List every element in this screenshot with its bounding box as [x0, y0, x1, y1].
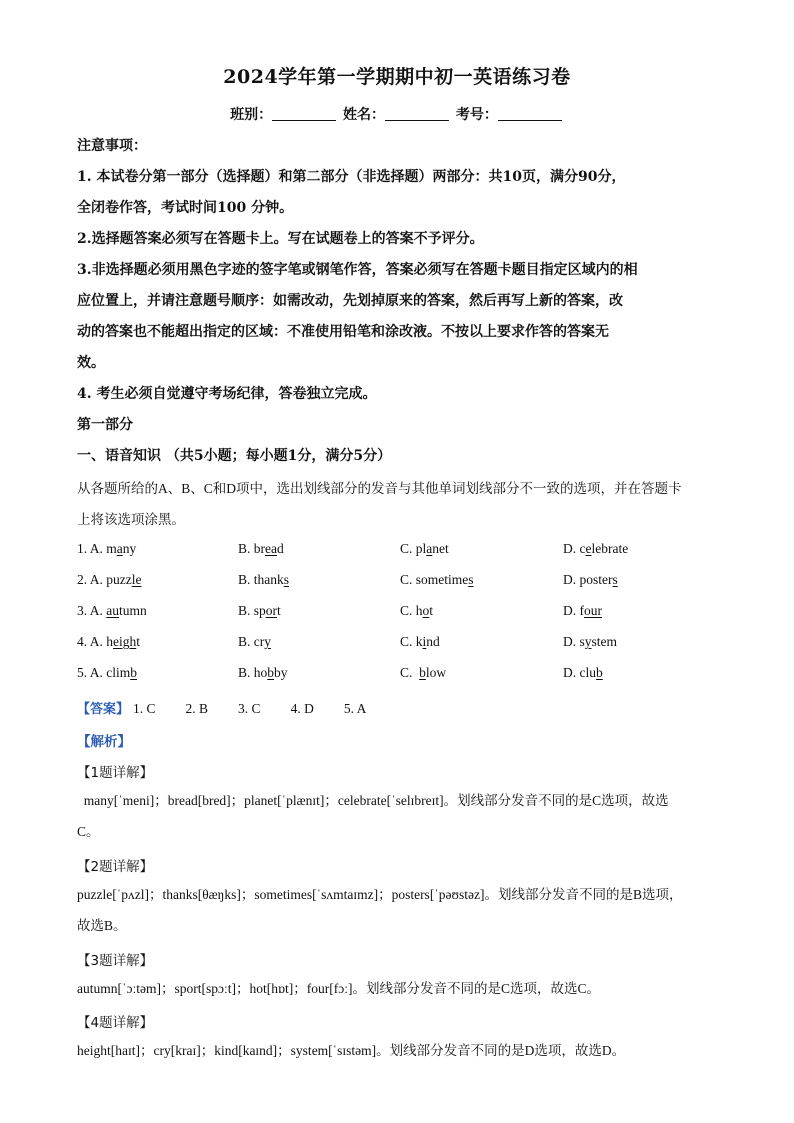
option: D. club — [563, 665, 603, 680]
name-blank — [385, 106, 449, 121]
option: C. blow — [400, 665, 447, 680]
question-row-2 — [77, 572, 727, 592]
detail-text: autumn[ˈɔːtəm]；sport[spɔːt]；hot[hɒt]；four[fɔː]。划线部分发音不同的是C选项，故选C。 — [77, 981, 600, 996]
detail-heading: 【3题详解】 — [77, 953, 154, 969]
notice-line: 1. 本试卷分第一部分（选择题）和第二部分（非选择题）两部分：共10页，满分90分， — [77, 169, 626, 185]
option: C. sometimes — [400, 572, 474, 587]
detail-heading: 【1题详解】 — [77, 765, 154, 781]
option: 3. A. autumn — [77, 603, 147, 618]
class-blank — [272, 106, 336, 121]
question-row-3 — [77, 603, 727, 623]
option: 5. A. climb — [77, 665, 137, 680]
notice-line: 4. 考生必须自觉遵守考场纪律，答卷独立完成。 — [77, 386, 377, 402]
detail-heading: 【4题详解】 — [77, 1015, 154, 1031]
part-heading: 第一部分 — [77, 417, 133, 433]
notice-line: 效。 — [77, 355, 105, 371]
detail-text: puzzle[ˈpʌzl]；thanks[θæŋks]；sometimes[ˈsʌmtaɪmz]；posters[ˈpəʊstəz]。划线部分发音不同的是B选项， 故选B。 — [77, 887, 683, 933]
option: B. hobby — [238, 665, 288, 680]
question-row-4 — [77, 634, 727, 654]
option: B. bread — [238, 541, 284, 556]
option: 4. A. height — [77, 634, 141, 649]
option: D. four — [563, 603, 602, 618]
notice-line: 2.选择题答案必须写在答题卡上。写在试题卷上的答案不予评分。 — [77, 231, 484, 247]
option: D. system — [563, 634, 618, 649]
section-instruction: 从各题所给的A、B、C和D项中，选出划线部分的发音与其他单词划线部分不一致的选项，并在答题卡 — [77, 481, 682, 496]
option: 1. A. many — [77, 541, 137, 556]
option: B. thanks — [238, 572, 290, 587]
notice-line: 应位置上，并请注意题号顺序：如需改动，先划掉原来的答案，然后再写上新的答案，改 — [77, 293, 623, 309]
student-info-fields — [0, 104, 794, 124]
option: C. hot — [400, 603, 434, 618]
option: D. posters — [563, 572, 618, 587]
notice-line: 动的答案也不能超出指定的区域：不准使用铅笔和涂改液。不按以上要求作答的答案无 — [77, 324, 609, 340]
answer-item: 1. C — [133, 701, 156, 716]
number-label: 考号： — [455, 107, 498, 123]
answer-item: 4. D — [290, 701, 314, 716]
answer-item: 5. A — [343, 701, 367, 716]
notice-heading: 注意事项： — [77, 138, 147, 154]
detail-text: many[ˈmeni]；bread[bred]；planet[ˈplænɪt]；celebrate[ˈselɪbreɪt]。划线部分发音不同的是C选项，故选 C。 — [77, 793, 669, 839]
option: B. cry — [238, 634, 271, 649]
analysis-tag: 【解析】 — [77, 734, 131, 750]
option: 2. A. puzzle — [77, 572, 142, 587]
option: C. kind — [400, 634, 440, 649]
number-blank — [498, 106, 562, 121]
question-row-1 — [77, 541, 727, 561]
section-instruction: 上将该选项涂黑。 — [77, 512, 185, 527]
notice-line: 全闭卷作答，考试时间100 分钟。 — [77, 200, 294, 216]
section-heading: 一、语音知识 （共5小题；每小题1分，满分5分） — [77, 448, 392, 464]
answer-tag: 【答案】 — [77, 702, 130, 717]
detail-text: height[haɪt]；cry[kraɪ]；kind[kaɪnd]；system[ˈsɪstəm]。划线部分发音不同的是D选项，故选D。 — [77, 1043, 626, 1058]
notice-line: 3.非选择题必须用黑色字迹的签字笔或钢笔作答，答案必须写在答题卡题目指定区域内的相 — [77, 262, 638, 278]
option: C. planet — [400, 541, 449, 556]
name-label: 姓名： — [343, 107, 385, 123]
option: B. sport — [238, 603, 281, 618]
detail-heading: 【2题详解】 — [77, 859, 154, 875]
answer-item: 3. C — [238, 701, 261, 716]
page-title: 2024学年第一学期期中初一英语练习卷 — [223, 66, 571, 88]
class-label: 班别： — [230, 107, 273, 123]
question-row-5 — [77, 665, 727, 685]
answer-key — [77, 698, 392, 717]
answer-item: 2. B — [185, 701, 209, 716]
option: D. celebrate — [563, 541, 629, 556]
